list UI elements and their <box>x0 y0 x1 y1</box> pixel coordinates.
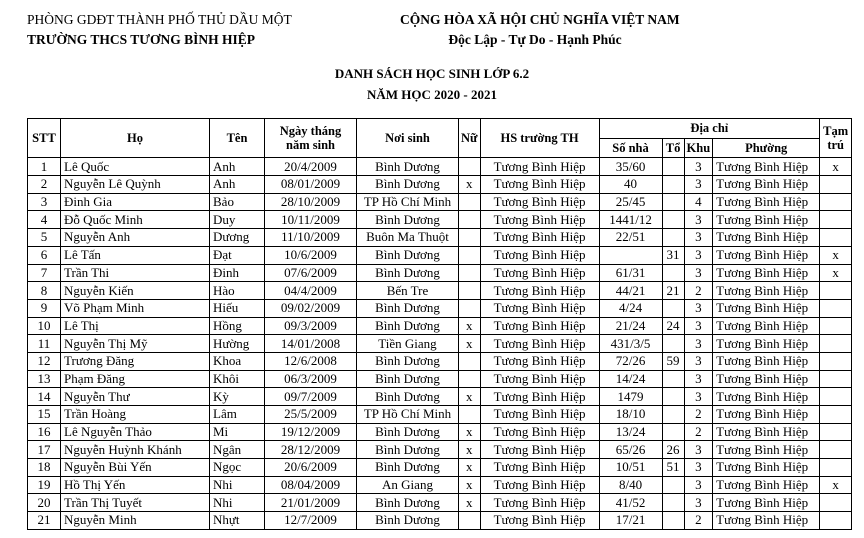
tam-tru-cell <box>820 494 852 512</box>
header-hs-truong-th: HS trường TH <box>480 119 599 158</box>
to-cell <box>662 264 684 282</box>
nu-cell <box>459 370 481 388</box>
so-nha-cell: 18/10 <box>599 406 662 424</box>
noi-sinh-cell: Bình Dương <box>357 494 459 512</box>
khu-cell: 3 <box>684 264 713 282</box>
stt-cell: 18 <box>28 459 61 477</box>
khu-cell: 3 <box>684 211 713 229</box>
ngay-sinh-cell: 21/01/2009 <box>265 494 357 512</box>
nu-cell <box>459 246 481 264</box>
ho-cell: Nguyễn Huỳnh Khánh <box>61 441 210 459</box>
stt-cell: 8 <box>28 282 61 300</box>
table-row <box>28 476 852 494</box>
stt-cell: 5 <box>28 229 61 247</box>
ten-cell: Khoa <box>210 352 265 370</box>
so-nha-cell: 22/51 <box>599 229 662 247</box>
ten-cell: Đinh <box>210 264 265 282</box>
khu-cell: 3 <box>684 246 713 264</box>
phuong-cell: Tương Bình Hiệp <box>713 176 820 194</box>
so-nha-cell: 21/24 <box>599 317 662 335</box>
to-cell <box>662 335 684 353</box>
so-nha-cell: 35/60 <box>599 158 662 176</box>
tam-tru-cell <box>820 388 852 406</box>
so-nha-cell: 14/24 <box>599 370 662 388</box>
tam-tru-cell: x <box>820 264 852 282</box>
noi-sinh-cell: Bình Dương <box>357 423 459 441</box>
stt-cell: 3 <box>28 193 61 211</box>
noi-sinh-cell: Bình Dương <box>357 158 459 176</box>
ten-cell: Hào <box>210 282 265 300</box>
ten-cell: Lâm <box>210 406 265 424</box>
tam-tru-cell <box>820 282 852 300</box>
noi-sinh-cell: Bình Dương <box>357 441 459 459</box>
student-list-table <box>27 118 852 530</box>
table-row <box>28 282 852 300</box>
ten-cell: Nhi <box>210 476 265 494</box>
ho-cell: Đỗ Quốc Minh <box>61 211 210 229</box>
nu-cell <box>459 352 481 370</box>
nu-cell: x <box>459 476 481 494</box>
khu-cell: 2 <box>684 406 713 424</box>
ten-cell: Ngân <box>210 441 265 459</box>
header-to: Tổ <box>662 138 684 158</box>
noi-sinh-cell: Bình Dương <box>357 264 459 282</box>
tam-tru-cell <box>820 370 852 388</box>
phuong-cell: Tương Bình Hiệp <box>713 352 820 370</box>
so-nha-cell: 13/24 <box>599 423 662 441</box>
stt-cell: 9 <box>28 299 61 317</box>
nu-cell <box>459 264 481 282</box>
ho-cell: Trần Hoàng <box>61 406 210 424</box>
to-cell <box>662 423 684 441</box>
hs-truong-th-cell: Tương Bình Hiệp <box>480 176 599 194</box>
khu-cell: 2 <box>684 512 713 530</box>
to-cell <box>662 211 684 229</box>
khu-cell: 2 <box>684 282 713 300</box>
table-row <box>28 512 852 530</box>
ten-cell: Duy <box>210 211 265 229</box>
phuong-cell: Tương Bình Hiệp <box>713 423 820 441</box>
khu-cell: 3 <box>684 158 713 176</box>
so-nha-cell: 1479 <box>599 388 662 406</box>
stt-cell: 20 <box>28 494 61 512</box>
ten-cell: Anh <box>210 176 265 194</box>
ten-cell: Nhi <box>210 494 265 512</box>
ngay-sinh-cell: 20/6/2009 <box>265 459 357 477</box>
noi-sinh-cell: Bình Dương <box>357 211 459 229</box>
stt-cell: 6 <box>28 246 61 264</box>
ngay-sinh-cell: 25/5/2009 <box>265 406 357 424</box>
ten-cell: Kỳ <box>210 388 265 406</box>
phuong-cell: Tương Bình Hiệp <box>713 388 820 406</box>
ho-cell: Lê Thị <box>61 317 210 335</box>
so-nha-cell: 61/31 <box>599 264 662 282</box>
ngay-sinh-cell: 09/02/2009 <box>265 299 357 317</box>
noi-sinh-cell: An Giang <box>357 476 459 494</box>
header-tam-tru: Tạm trú <box>820 119 852 158</box>
khu-cell: 3 <box>684 176 713 194</box>
noi-sinh-cell: Bình Dương <box>357 246 459 264</box>
ngay-sinh-cell: 28/12/2009 <box>265 441 357 459</box>
so-nha-cell: 65/26 <box>599 441 662 459</box>
to-cell <box>662 476 684 494</box>
tam-tru-cell <box>820 406 852 424</box>
ngay-sinh-cell: 08/01/2009 <box>265 176 357 194</box>
phuong-cell: Tương Bình Hiệp <box>713 406 820 424</box>
nu-cell <box>459 282 481 300</box>
to-cell <box>662 370 684 388</box>
ngay-sinh-cell: 14/01/2008 <box>265 335 357 353</box>
hs-truong-th-cell: Tương Bình Hiệp <box>480 476 599 494</box>
hs-truong-th-cell: Tương Bình Hiệp <box>480 335 599 353</box>
nu-cell <box>459 211 481 229</box>
to-cell: 31 <box>662 246 684 264</box>
hs-truong-th-cell: Tương Bình Hiệp <box>480 264 599 282</box>
phuong-cell: Tương Bình Hiệp <box>713 494 820 512</box>
table-row <box>28 317 852 335</box>
ngay-sinh-cell: 12/6/2008 <box>265 352 357 370</box>
khu-cell: 3 <box>684 335 713 353</box>
ngay-sinh-cell: 19/12/2009 <box>265 423 357 441</box>
ho-cell: Hồ Thị Yến <box>61 476 210 494</box>
header-nu: Nữ <box>459 119 481 158</box>
hs-truong-th-cell: Tương Bình Hiệp <box>480 370 599 388</box>
noi-sinh-cell: Tiền Giang <box>357 335 459 353</box>
school-name: TRƯỜNG THCS TƯƠNG BÌNH HIỆP <box>27 32 256 47</box>
ngay-sinh-cell: 08/04/2009 <box>265 476 357 494</box>
to-cell <box>662 388 684 406</box>
nu-cell <box>459 299 481 317</box>
to-cell <box>662 494 684 512</box>
noi-sinh-cell: Bình Dương <box>357 459 459 477</box>
noi-sinh-cell: Buôn Ma Thuột <box>357 229 459 247</box>
noi-sinh-cell: Bến Tre <box>357 282 459 300</box>
hs-truong-th-cell: Tương Bình Hiệp <box>480 494 599 512</box>
ho-cell: Võ Phạm Minh <box>61 299 210 317</box>
nu-cell <box>459 229 481 247</box>
nu-cell: x <box>459 459 481 477</box>
phuong-cell: Tương Bình Hiệp <box>713 193 820 211</box>
khu-cell: 3 <box>684 229 713 247</box>
table-row <box>28 246 852 264</box>
ho-cell: Đinh Gia <box>61 193 210 211</box>
hs-truong-th-cell: Tương Bình Hiệp <box>480 246 599 264</box>
table-row <box>28 370 852 388</box>
phuong-cell: Tương Bình Hiệp <box>713 282 820 300</box>
table-row <box>28 211 852 229</box>
to-cell: 59 <box>662 352 684 370</box>
so-nha-cell: 431/3/5 <box>599 335 662 353</box>
noi-sinh-cell: Bình Dương <box>357 370 459 388</box>
nu-cell: x <box>459 388 481 406</box>
nu-cell <box>459 512 481 530</box>
table-header-row <box>28 119 852 139</box>
ten-cell: Mi <box>210 423 265 441</box>
to-cell: 51 <box>662 459 684 477</box>
ngay-sinh-cell: 12/7/2009 <box>265 512 357 530</box>
to-cell <box>662 229 684 247</box>
khu-cell: 3 <box>684 388 713 406</box>
tam-tru-cell <box>820 299 852 317</box>
khu-cell: 3 <box>684 476 713 494</box>
to-cell <box>662 512 684 530</box>
hs-truong-th-cell: Tương Bình Hiệp <box>480 317 599 335</box>
phuong-cell: Tương Bình Hiệp <box>713 246 820 264</box>
nu-cell <box>459 193 481 211</box>
hs-truong-th-cell: Tương Bình Hiệp <box>480 229 599 247</box>
so-nha-cell: 72/26 <box>599 352 662 370</box>
hs-truong-th-cell: Tương Bình Hiệp <box>480 512 599 530</box>
so-nha-cell <box>599 246 662 264</box>
hs-truong-th-cell: Tương Bình Hiệp <box>480 423 599 441</box>
ho-cell: Nguyễn Kiến <box>61 282 210 300</box>
hs-truong-th-cell: Tương Bình Hiệp <box>480 158 599 176</box>
stt-cell: 19 <box>28 476 61 494</box>
hs-truong-th-cell: Tương Bình Hiệp <box>480 352 599 370</box>
table-row <box>28 264 852 282</box>
to-cell <box>662 158 684 176</box>
department-name: PHÒNG GDĐT THÀNH PHỐ THỦ DẦU MỘT <box>27 12 292 27</box>
phuong-cell: Tương Bình Hiệp <box>713 317 820 335</box>
noi-sinh-cell: Bình Dương <box>357 352 459 370</box>
noi-sinh-cell: Bình Dương <box>357 512 459 530</box>
so-nha-cell: 10/51 <box>599 459 662 477</box>
ten-cell: Hiếu <box>210 299 265 317</box>
nu-cell: x <box>459 494 481 512</box>
ngay-sinh-cell: 04/4/2009 <box>265 282 357 300</box>
hs-truong-th-cell: Tương Bình Hiệp <box>480 388 599 406</box>
document-title: DANH SÁCH HỌC SINH LỚP 6.2 <box>334 66 530 81</box>
hs-truong-th-cell: Tương Bình Hiệp <box>480 211 599 229</box>
so-nha-cell: 17/21 <box>599 512 662 530</box>
table-row <box>28 158 852 176</box>
hs-truong-th-cell: Tương Bình Hiệp <box>480 406 599 424</box>
ho-cell: Phạm Đăng <box>61 370 210 388</box>
ho-cell: Lê Quốc <box>61 158 210 176</box>
noi-sinh-cell: Bình Dương <box>357 388 459 406</box>
phuong-cell: Tương Bình Hiệp <box>713 441 820 459</box>
so-nha-cell: 41/52 <box>599 494 662 512</box>
ho-cell: Trần Thi <box>61 264 210 282</box>
ho-cell: Nguyễn Thị Mỹ <box>61 335 210 353</box>
stt-cell: 7 <box>28 264 61 282</box>
so-nha-cell: 4/24 <box>599 299 662 317</box>
phuong-cell: Tương Bình Hiệp <box>713 476 820 494</box>
ten-cell: Nhựt <box>210 512 265 530</box>
nu-cell <box>459 158 481 176</box>
hs-truong-th-cell: Tương Bình Hiệp <box>480 441 599 459</box>
header-phuong: Phường <box>713 138 820 158</box>
table-row <box>28 494 852 512</box>
national-title: CỘNG HÒA XÃ HỘI CHỦ NGHĨA VIỆT NAM <box>400 12 680 27</box>
tam-tru-cell <box>820 335 852 353</box>
ho-cell: Nguyễn Anh <box>61 229 210 247</box>
ten-cell: Bảo <box>210 193 265 211</box>
stt-cell: 2 <box>28 176 61 194</box>
khu-cell: 3 <box>684 459 713 477</box>
ten-cell: Anh <box>210 158 265 176</box>
ngay-sinh-cell: 11/10/2009 <box>265 229 357 247</box>
stt-cell: 11 <box>28 335 61 353</box>
ten-cell: Dương <box>210 229 265 247</box>
to-cell: 26 <box>662 441 684 459</box>
header-ten: Tên <box>210 119 265 158</box>
table-row <box>28 299 852 317</box>
tam-tru-cell <box>820 317 852 335</box>
school-year: NĂM HỌC 2020 - 2021 <box>367 87 497 102</box>
to-cell <box>662 406 684 424</box>
stt-cell: 15 <box>28 406 61 424</box>
phuong-cell: Tương Bình Hiệp <box>713 512 820 530</box>
so-nha-cell: 1441/12 <box>599 211 662 229</box>
ho-cell: Nguyễn Minh <box>61 512 210 530</box>
stt-cell: 4 <box>28 211 61 229</box>
table-row <box>28 229 852 247</box>
noi-sinh-cell: TP Hồ Chí Minh <box>357 193 459 211</box>
ho-cell: Nguyễn Lê Quỳnh <box>61 176 210 194</box>
to-cell: 24 <box>662 317 684 335</box>
table-row <box>28 441 852 459</box>
tam-tru-cell <box>820 459 852 477</box>
ngay-sinh-cell: 09/7/2009 <box>265 388 357 406</box>
khu-cell: 2 <box>684 423 713 441</box>
table-row <box>28 406 852 424</box>
table-row <box>28 193 852 211</box>
table-row <box>28 388 852 406</box>
hs-truong-th-cell: Tương Bình Hiệp <box>480 193 599 211</box>
ten-cell: Ngọc <box>210 459 265 477</box>
tam-tru-cell <box>820 441 852 459</box>
ngay-sinh-cell: 10/6/2009 <box>265 246 357 264</box>
tam-tru-cell: x <box>820 158 852 176</box>
header-so-nha: Số nhà <box>599 138 662 158</box>
so-nha-cell: 25/45 <box>599 193 662 211</box>
hs-truong-th-cell: Tương Bình Hiệp <box>480 282 599 300</box>
nu-cell: x <box>459 176 481 194</box>
stt-cell: 21 <box>28 512 61 530</box>
ngay-sinh-cell: 06/3/2009 <box>265 370 357 388</box>
phuong-cell: Tương Bình Hiệp <box>713 299 820 317</box>
ngay-sinh-cell: 07/6/2009 <box>265 264 357 282</box>
khu-cell: 3 <box>684 441 713 459</box>
tam-tru-cell <box>820 229 852 247</box>
hs-truong-th-cell: Tương Bình Hiệp <box>480 299 599 317</box>
ten-cell: Hồng <box>210 317 265 335</box>
phuong-cell: Tương Bình Hiệp <box>713 264 820 282</box>
ten-cell: Hường <box>210 335 265 353</box>
table-row <box>28 423 852 441</box>
stt-cell: 16 <box>28 423 61 441</box>
phuong-cell: Tương Bình Hiệp <box>713 229 820 247</box>
ngay-sinh-cell: 20/4/2009 <box>265 158 357 176</box>
tam-tru-cell <box>820 193 852 211</box>
tam-tru-cell <box>820 176 852 194</box>
khu-cell: 4 <box>684 193 713 211</box>
ho-cell: Trần Thị Tuyết <box>61 494 210 512</box>
so-nha-cell: 8/40 <box>599 476 662 494</box>
header-stt: STT <box>28 119 61 158</box>
to-cell <box>662 176 684 194</box>
to-cell <box>662 193 684 211</box>
national-motto: Độc Lập - Tự Do - Hạnh Phúc <box>448 32 622 47</box>
noi-sinh-cell: Bình Dương <box>357 299 459 317</box>
phuong-cell: Tương Bình Hiệp <box>713 211 820 229</box>
khu-cell: 3 <box>684 317 713 335</box>
stt-cell: 12 <box>28 352 61 370</box>
ten-cell: Khôi <box>210 370 265 388</box>
phuong-cell: Tương Bình Hiệp <box>713 459 820 477</box>
tam-tru-cell <box>820 352 852 370</box>
tam-tru-cell: x <box>820 476 852 494</box>
ho-cell: Lê Nguyễn Thảo <box>61 423 210 441</box>
table-row <box>28 176 852 194</box>
header-khu: Khu <box>684 138 713 158</box>
to-cell: 21 <box>662 282 684 300</box>
stt-cell: 1 <box>28 158 61 176</box>
ngay-sinh-cell: 09/3/2009 <box>265 317 357 335</box>
tam-tru-cell: x <box>820 246 852 264</box>
tam-tru-cell <box>820 512 852 530</box>
stt-cell: 14 <box>28 388 61 406</box>
khu-cell: 3 <box>684 299 713 317</box>
stt-cell: 13 <box>28 370 61 388</box>
stt-cell: 17 <box>28 441 61 459</box>
nu-cell <box>459 406 481 424</box>
ho-cell: Lê Tấn <box>61 246 210 264</box>
table-row <box>28 352 852 370</box>
ho-cell: Nguyễn Thư <box>61 388 210 406</box>
nu-cell: x <box>459 317 481 335</box>
hs-truong-th-cell: Tương Bình Hiệp <box>480 459 599 477</box>
nu-cell: x <box>459 335 481 353</box>
header-ho: Họ <box>61 119 210 158</box>
header-noi-sinh: Nơi sinh <box>357 119 459 158</box>
ngay-sinh-cell: 28/10/2009 <box>265 193 357 211</box>
ngay-sinh-cell: 10/11/2009 <box>265 211 357 229</box>
phuong-cell: Tương Bình Hiệp <box>713 335 820 353</box>
nu-cell: x <box>459 423 481 441</box>
khu-cell: 3 <box>684 370 713 388</box>
header-ngay-sinh: Ngày tháng năm sinh <box>265 119 357 158</box>
noi-sinh-cell: TP Hồ Chí Minh <box>357 406 459 424</box>
ho-cell: Nguyễn Bùi Yến <box>61 459 210 477</box>
khu-cell: 3 <box>684 352 713 370</box>
stt-cell: 10 <box>28 317 61 335</box>
table-row <box>28 459 852 477</box>
noi-sinh-cell: Bình Dương <box>357 317 459 335</box>
to-cell <box>662 299 684 317</box>
phuong-cell: Tương Bình Hiệp <box>713 370 820 388</box>
phuong-cell: Tương Bình Hiệp <box>713 158 820 176</box>
khu-cell: 3 <box>684 494 713 512</box>
table-row <box>28 335 852 353</box>
noi-sinh-cell: Bình Dương <box>357 176 459 194</box>
so-nha-cell: 44/21 <box>599 282 662 300</box>
ten-cell: Đạt <box>210 246 265 264</box>
nu-cell: x <box>459 441 481 459</box>
tam-tru-cell <box>820 423 852 441</box>
so-nha-cell: 40 <box>599 176 662 194</box>
tam-tru-cell <box>820 211 852 229</box>
ho-cell: Trương Đăng <box>61 352 210 370</box>
header-dia-chi: Địa chỉ <box>599 119 820 139</box>
